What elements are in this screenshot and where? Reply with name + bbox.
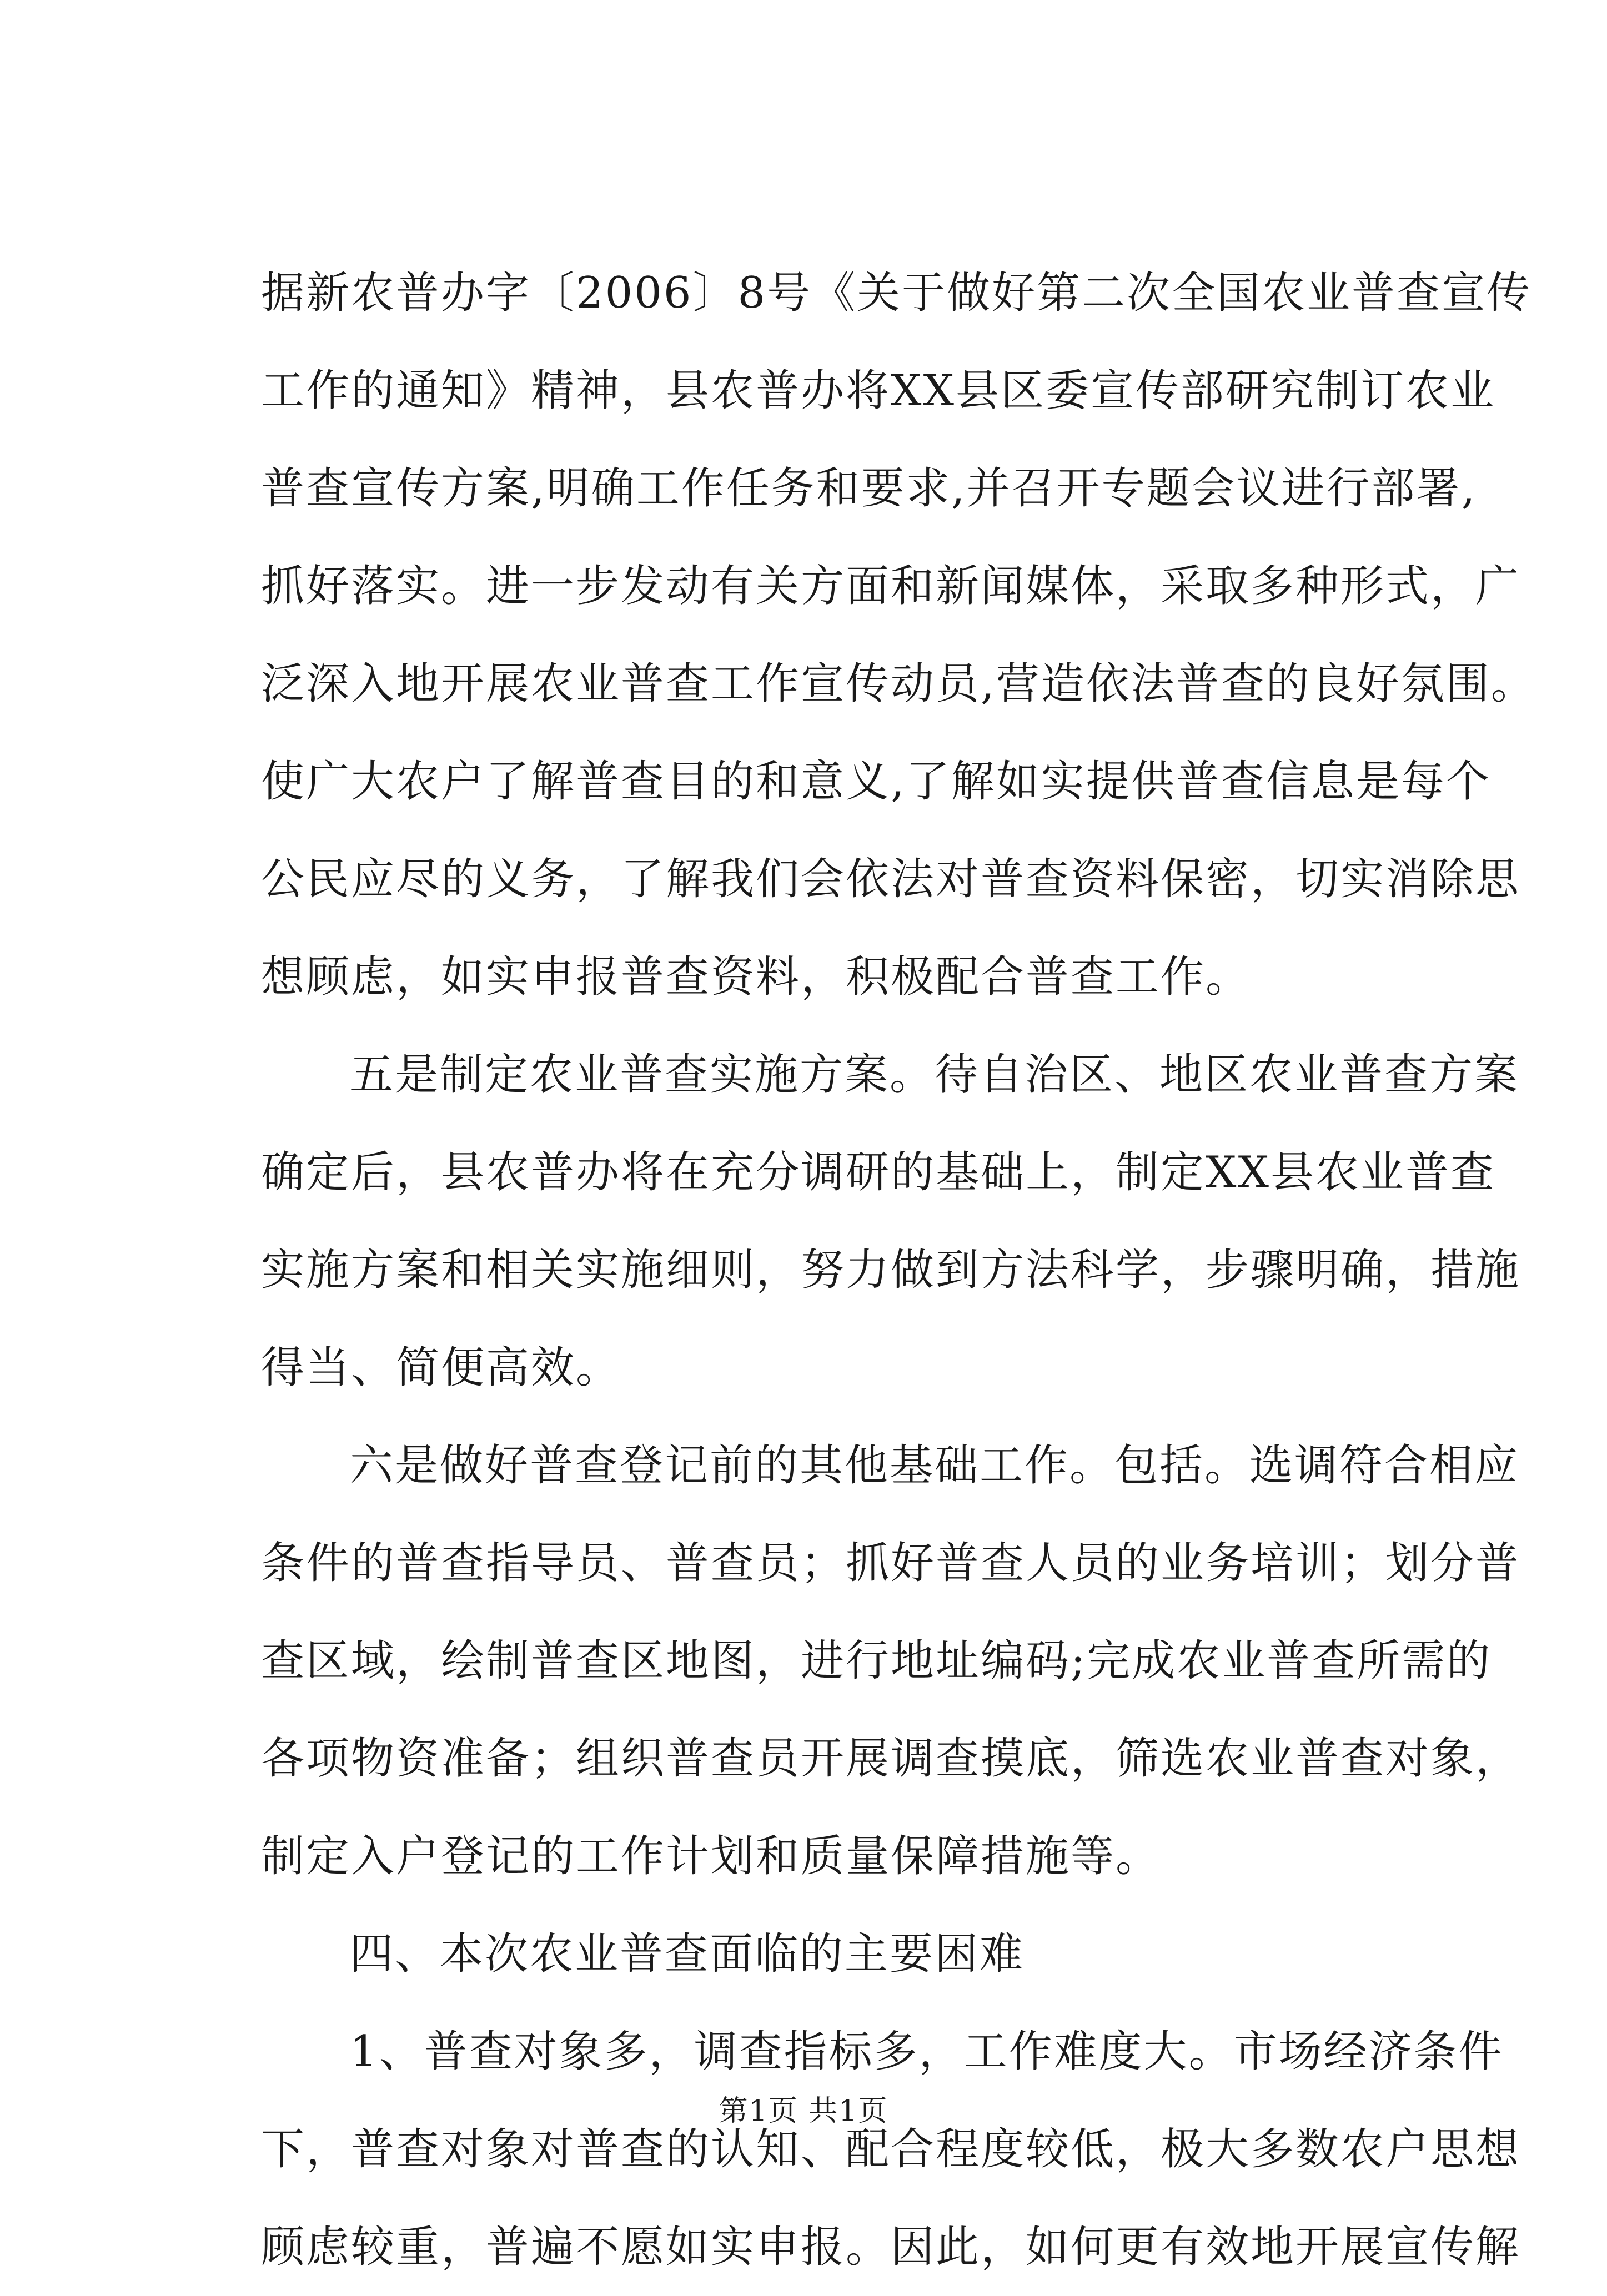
page-footer: 第1页 共1页 bbox=[719, 2094, 888, 2128]
text-line: 下，普查对象对普查的认知、配合程度较低，极大多数农户思想 bbox=[261, 2124, 1521, 2174]
paragraph-start-line: 五是制定农业普查实施方案。待自治区、地区农业普查方案 bbox=[350, 1050, 1520, 1100]
paragraph-start-line: 1、普查对象多，调查指标多，工作难度大。市场经济条件 bbox=[350, 2027, 1504, 2077]
text-line: 查区域，绘制普查区地图，进行地址编码;完成农业普查所需的 bbox=[261, 1636, 1492, 1686]
text-line: 使广大农户了解普查目的和意义,了解如实提供普查信息是每个 bbox=[261, 757, 1491, 807]
text-line: 想顾虑，如实申报普查资料，积极配合普查工作。 bbox=[261, 952, 1251, 1002]
text-line: 实施方案和相关实施细则，努力做到方法科学，步骤明确，措施 bbox=[261, 1245, 1521, 1295]
text-line: 普查宣传方案,明确工作任务和要求,并召开专题会议进行部署, bbox=[261, 464, 1477, 513]
text-line: 抓好落实。进一步发动有关方面和新闻媒体，采取多种形式，广 bbox=[261, 561, 1521, 611]
section-heading: 四、本次农业普查面临的主要困难 bbox=[350, 1929, 1025, 1979]
text-line: 得当、简便高效。 bbox=[261, 1343, 621, 1393]
text-line: 顾虑较重，普遍不愿如实申报。因此，如何更有效地开展宣传解 bbox=[261, 2222, 1521, 2272]
text-line: 据新农普办字〔2006〕8号《关于做好第二次全国农业普查宣传 bbox=[261, 268, 1532, 318]
text-line: 工作的通知》精神，县农普办将XX县区委宣传部研究制订农业 bbox=[261, 366, 1496, 416]
paragraph-start-line: 六是做好普查登记前的其他基础工作。包括。选调符合相应 bbox=[350, 1441, 1520, 1491]
text-line: 各项物资准备；组织普查员开展调查摸底，筛选农业普查对象， bbox=[261, 1734, 1521, 1784]
text-line: 确定后，县农普办将在充分调研的基础上，制定XX县农业普查 bbox=[261, 1147, 1496, 1197]
text-line: 公民应尽的义务，了解我们会依法对普查资料保密，切实消除思 bbox=[261, 854, 1521, 904]
document-body bbox=[261, 244, 1536, 2296]
text-line: 条件的普查指导员、普查员；抓好普查人员的业务培训；划分普 bbox=[261, 1538, 1521, 1588]
text-line: 泛深入地开展农业普查工作宣传动员,营造依法普查的良好氛围。 bbox=[261, 659, 1536, 709]
text-line: 制定入户登记的工作计划和质量保障措施等。 bbox=[261, 1831, 1161, 1881]
